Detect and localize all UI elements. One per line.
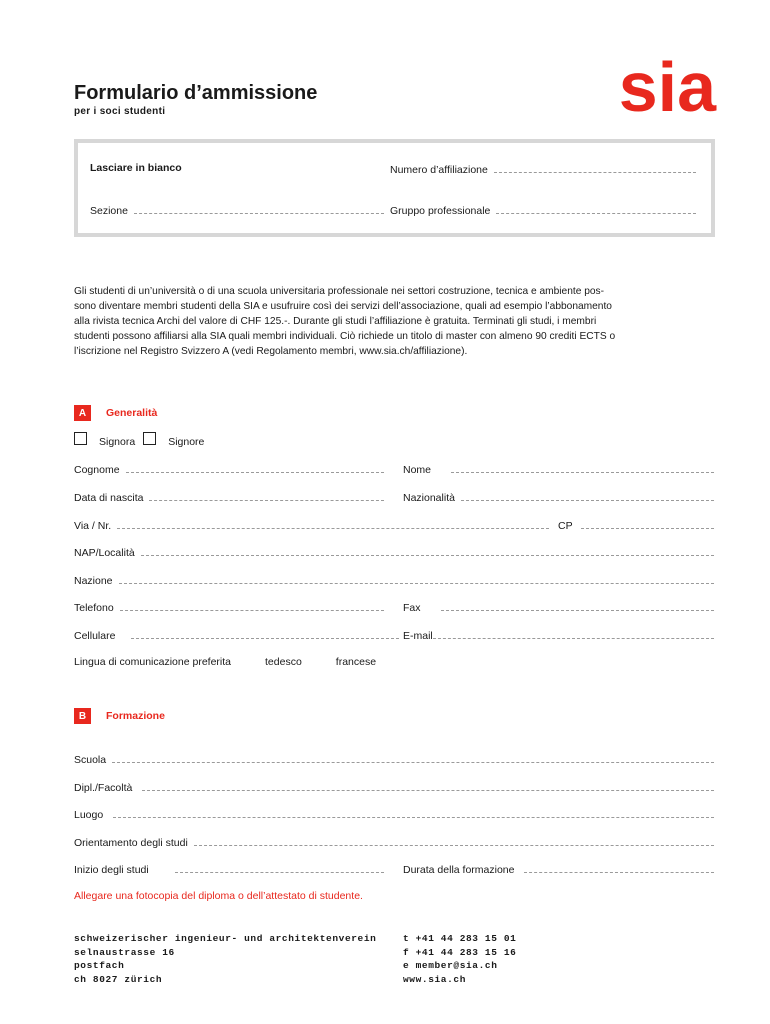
page-title: Formulario d’ammissione: [74, 82, 318, 104]
signore-label: Signore: [168, 436, 205, 448]
phone-field[interactable]: [120, 600, 384, 611]
intro-line: l’iscrizione nel Registro Svizzero A (vedi Regolamento membri, www.sia.ch/affiliazione).: [74, 346, 468, 357]
professional-group-field[interactable]: [496, 203, 696, 214]
nationality-label: Nazionalità: [403, 492, 455, 504]
footer-address-line: postfach: [74, 960, 125, 971]
email-field[interactable]: [433, 628, 714, 639]
signora-checkbox[interactable]: [74, 432, 87, 445]
section-b-badge: B: [74, 708, 91, 724]
attachment-note: Allegare una fotocopia del diploma o dell’attestato di studente.: [74, 890, 363, 902]
intro-line: Gli studenti di un’università o di una scuola universitaria professionale nei settori costruzione, tecnica e ambiente pos-: [74, 286, 605, 297]
street-label: Via / Nr.: [74, 520, 112, 532]
footer-email-link[interactable]: e member@sia.ch: [403, 960, 498, 971]
country-label: Nazione: [74, 575, 113, 587]
footer-fax: f +41 44 283 15 16: [403, 946, 517, 958]
mobile-field[interactable]: [131, 628, 399, 639]
footer-address-line: ch 8027 zürich: [74, 973, 163, 985]
language-option-german[interactable]: tedesco: [265, 656, 302, 668]
study-orientation-field[interactable]: [194, 835, 714, 846]
street-field[interactable]: [117, 518, 549, 529]
email-label: E-mail: [403, 630, 433, 642]
study-start-field[interactable]: [175, 862, 384, 873]
membership-number-label: Numero d’affiliazione: [390, 164, 488, 176]
section-a-title: Generalità: [106, 407, 158, 419]
footer-contact: [403, 932, 516, 986]
study-orientation-label: Orientamento degli studi: [74, 837, 188, 849]
faculty-label: Dipl./Facoltà: [74, 782, 133, 794]
place-field[interactable]: [113, 807, 714, 818]
po-box-field[interactable]: [581, 518, 714, 529]
footer-address-line: selnaustrasse 16: [74, 946, 175, 958]
office-blank-label: Lasciare in bianco: [90, 162, 182, 174]
birthdate-field[interactable]: [149, 490, 384, 501]
po-box-label: CP: [558, 520, 573, 532]
mobile-label: Cellulare: [74, 630, 116, 642]
school-field[interactable]: [112, 752, 714, 763]
professional-group-label: Gruppo professionale: [390, 205, 491, 217]
page-subtitle: per i soci studenti: [74, 106, 166, 117]
study-duration-label: Durata della formazione: [403, 864, 515, 876]
birthdate-label: Data di nascita: [74, 492, 144, 504]
membership-number-field[interactable]: [494, 162, 696, 173]
study-duration-field[interactable]: [524, 862, 714, 873]
intro-line: studenti possono affiliarsi alla SIA quali membri individuali. Ciò richiede un titolo di master con almeno 90 crediti ECTS o: [74, 331, 616, 342]
zip-city-label: NAP/Località: [74, 547, 135, 559]
footer-phone: t +41 44 283 15 01: [403, 933, 517, 944]
section-a-badge: A: [74, 405, 91, 421]
intro-paragraph: [74, 284, 714, 359]
office-use-box: [74, 139, 715, 237]
surname-field[interactable]: [126, 462, 384, 473]
signora-label: Signora: [99, 436, 136, 448]
faculty-field[interactable]: [142, 780, 714, 791]
section-b-title: Formazione: [106, 710, 165, 722]
zip-city-field[interactable]: [141, 545, 714, 556]
signore-checkbox[interactable]: [143, 432, 156, 445]
fax-field[interactable]: [441, 600, 714, 611]
study-start-label: Inizio degli studi: [74, 864, 149, 876]
footer-address-line: schweizerischer ingenieur- und architektenverein: [74, 933, 377, 944]
name-label: Nome: [403, 464, 432, 476]
intro-line: alla rivista tecnica Archi del valore di CHF 125.-. Durante gli studi l’affiliazione è gratuita. Terminati gli studi, i membri: [74, 316, 597, 327]
name-field[interactable]: [451, 462, 714, 473]
school-label: Scuola: [74, 754, 107, 766]
phone-label: Telefono: [74, 602, 114, 614]
nationality-field[interactable]: [461, 490, 714, 501]
country-field[interactable]: [119, 573, 714, 584]
intro-line: sono diventare membri studenti della SIA e usufruire così dei servizi dell’associazione, quali ad esempio l’abbonamento: [74, 301, 612, 312]
section-label: Sezione: [90, 205, 128, 217]
footer-address: [74, 932, 376, 986]
place-label: Luogo: [74, 809, 104, 821]
language-option-french[interactable]: francese: [335, 656, 377, 668]
surname-label: Cognome: [74, 464, 120, 476]
fax-label: Fax: [403, 602, 421, 614]
sia-logo: sia: [618, 48, 716, 126]
language-label: Lingua di comunicazione preferita: [74, 656, 232, 668]
section-field[interactable]: [134, 203, 384, 214]
footer-website-link[interactable]: www.sia.ch: [403, 973, 467, 985]
